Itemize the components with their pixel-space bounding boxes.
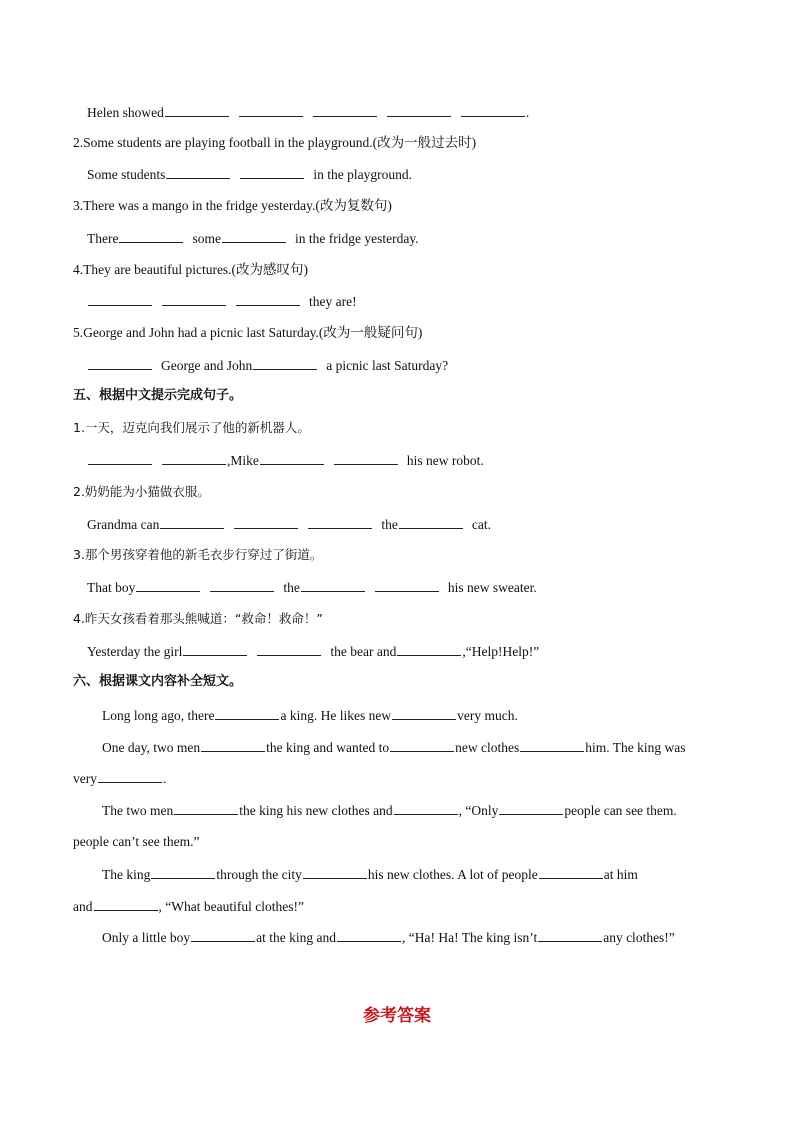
s6-p3-line1: The two men the king his new clothes and , “Only people can see them. (102, 803, 677, 818)
answer-blank[interactable] (253, 356, 317, 370)
s6-p5: Only a little boy at the king and , “Ha! Ha! The king isn’t any clothes!” (102, 930, 675, 945)
answer-blank[interactable] (191, 928, 255, 942)
answer-blank[interactable] (119, 229, 183, 243)
answer-blank[interactable] (162, 451, 226, 465)
answer-blank[interactable] (240, 165, 304, 179)
s6-p4-line2: and , “What beautiful clothes!” (73, 899, 304, 914)
answer-blank[interactable] (520, 738, 584, 752)
answer-blank[interactable] (98, 769, 162, 783)
answer-blank[interactable] (210, 578, 274, 592)
answer-blank[interactable] (160, 515, 224, 529)
answer-blank[interactable] (239, 103, 303, 117)
answer-blank[interactable] (88, 451, 152, 465)
s5-q2-prompt: 2.奶奶能为小猫做衣服。 (73, 484, 210, 499)
answer-blank[interactable] (539, 865, 603, 879)
answer-blank[interactable] (375, 578, 439, 592)
answer-blank[interactable] (399, 515, 463, 529)
answer-blank[interactable] (166, 165, 230, 179)
s4-q3-answer: There some in the fridge yesterday. (87, 231, 419, 246)
answer-blank[interactable] (215, 706, 279, 720)
s5-q1-prompt: 1.一天，迈克向我们展示了他的新机器人。 (73, 420, 310, 435)
s4-q5-prompt: 5.George and John had a picnic last Saturday.(改为一般疑问句) (73, 325, 423, 340)
answer-blank[interactable] (392, 706, 456, 720)
s4-q2-prompt: 2.Some students are playing football in the playground.(改为一般过去时) (73, 135, 477, 150)
answer-blank[interactable] (183, 642, 247, 656)
answer-blank[interactable] (313, 103, 377, 117)
s5-q4-prompt: 4.昨天女孩看着那头熊喊道：“救命！救命！” (73, 611, 323, 626)
answer-blank[interactable] (397, 642, 461, 656)
answer-blank[interactable] (257, 642, 321, 656)
answer-blank[interactable] (308, 515, 372, 529)
s6-p3-line2: people can’t see them.” (73, 834, 200, 849)
s6-p4-line1: The king through the city his new clothes. A lot of people at him (102, 867, 638, 882)
s4-q5-answer: George and John a picnic last Saturday? (87, 356, 448, 374)
answer-blank[interactable] (236, 292, 300, 306)
s4-q4-answer: they are! (87, 292, 357, 310)
s5-q2-answer: Grandma can the cat. (87, 517, 491, 532)
answer-blank[interactable] (162, 292, 226, 306)
s5-q3-prompt: 3.那个男孩穿着他的新毛衣步行穿过了街道。 (73, 547, 323, 562)
answer-blank[interactable] (136, 578, 200, 592)
answer-blank[interactable] (334, 451, 398, 465)
answer-blank[interactable] (201, 738, 265, 752)
answer-blank[interactable] (174, 801, 238, 815)
answer-blank[interactable] (461, 103, 525, 117)
s5-q3-answer: That boy the his new sweater. (87, 580, 537, 595)
answer-blank[interactable] (337, 928, 401, 942)
answer-blank[interactable] (151, 865, 215, 879)
answer-blank[interactable] (234, 515, 298, 529)
answer-blank[interactable] (303, 865, 367, 879)
s5-q4-answer: Yesterday the girl the bear and ,“Help!Help!” (87, 644, 540, 659)
s4-q4-prompt: 4.They are beautiful pictures.(改为感叹句) (73, 262, 309, 277)
s5-q1-answer: ,Mike his new robot. (87, 451, 484, 469)
answer-blank[interactable] (165, 103, 229, 117)
answer-blank[interactable] (387, 103, 451, 117)
answer-blank[interactable] (222, 229, 286, 243)
answer-blank[interactable] (394, 801, 458, 815)
s4-q3-prompt: 3.There was a mango in the fridge yesterday.(改为复数句) (73, 198, 392, 213)
s6-p1: Long long ago, there a king. He likes new very much. (102, 708, 518, 723)
answer-blank[interactable] (88, 292, 152, 306)
section-5-heading: 五、根据中文提示完成句子。 (73, 388, 243, 403)
s4-q2-answer: Some students in the playground. (87, 167, 412, 182)
answer-blank[interactable] (538, 928, 602, 942)
s4-line-0: Helen showed . (87, 105, 530, 120)
answer-blank[interactable] (390, 738, 454, 752)
answer-blank[interactable] (260, 451, 324, 465)
s6-p2-line2: very . (73, 771, 167, 786)
section-6-heading: 六、根据课文内容补全短文。 (73, 674, 243, 689)
s6-p2-line1: One day, two men the king and wanted to new clothes him. The king was (102, 740, 686, 755)
answer-blank[interactable] (88, 356, 152, 370)
answer-blank[interactable] (499, 801, 563, 815)
answer-blank[interactable] (301, 578, 365, 592)
answer-key-title: 参考答案 (363, 1006, 431, 1026)
answer-blank[interactable] (94, 897, 158, 911)
